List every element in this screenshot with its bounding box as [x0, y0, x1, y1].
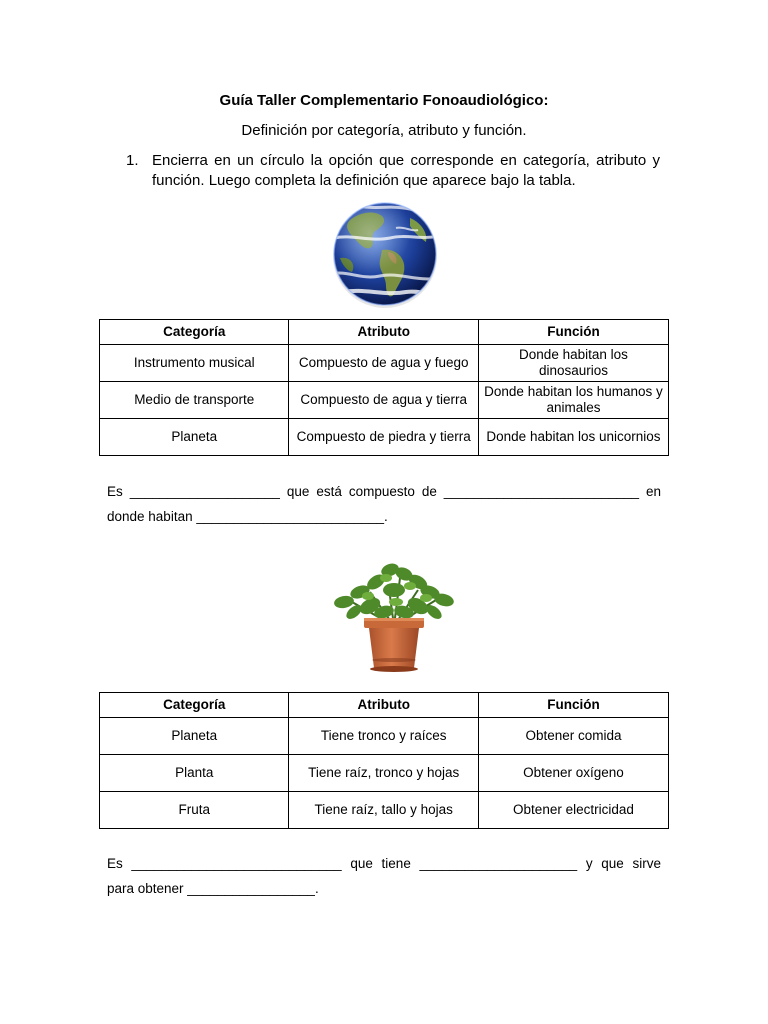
table-cell[interactable]: Donde habitan los dinosaurios: [478, 345, 668, 382]
table-cell[interactable]: Planta: [100, 755, 289, 792]
header-funcion: Función: [478, 320, 668, 345]
table-row: [100, 419, 669, 456]
table-cell[interactable]: Compuesto de piedra y tierra: [289, 419, 478, 456]
table-row: [100, 718, 669, 755]
table-cell[interactable]: Compuesto de agua y fuego: [289, 345, 478, 382]
earth-globe-image: [330, 198, 440, 310]
header-funcion: Función: [478, 693, 668, 718]
table-header-row: [100, 693, 669, 718]
header-categoria: Categoría: [100, 693, 289, 718]
fill-in-line[interactable]: para obtener _________________.: [107, 881, 319, 896]
table-row: [100, 345, 669, 382]
table-cell[interactable]: Fruta: [100, 792, 289, 829]
page-subtitle: Definición por categoría, atributo y función.: [241, 122, 527, 139]
fill-in-line[interactable]: donde habitan _________________________.: [107, 509, 388, 524]
header-atributo: Atributo: [289, 320, 478, 345]
table-row: [100, 755, 669, 792]
table-cell[interactable]: Obtener electricidad: [478, 792, 668, 829]
page-title: Guía Taller Complementario Fonoaudiológico:: [219, 92, 549, 109]
header-atributo: Atributo: [289, 693, 478, 718]
table-row: [100, 382, 669, 419]
fill-in-line[interactable]: Es ____________________ que está compuesto de __________________________ en: [107, 484, 661, 499]
table-cell[interactable]: Planeta: [100, 419, 289, 456]
instruction-text: Encierra en un círculo la opción que corresponde en categoría, atributo y función. Luego completa la definición que aparece bajo la tabla.: [152, 152, 660, 189]
table-header-row: [100, 320, 669, 345]
fill-in-sentence-earth[interactable]: [107, 479, 661, 529]
table-cell[interactable]: Medio de transporte: [100, 382, 289, 419]
potted-plant-image: [330, 556, 458, 674]
table-cell[interactable]: Compuesto de agua y tierra: [289, 382, 478, 419]
table-cell[interactable]: Donde habitan los humanos y animales: [478, 382, 668, 419]
instruction-number: 1.: [126, 152, 139, 169]
table-cell[interactable]: Planeta: [100, 718, 289, 755]
category-table-plant: [99, 692, 669, 829]
table-cell[interactable]: Tiene raíz, tronco y hojas: [289, 755, 478, 792]
instruction-item: [128, 151, 660, 191]
table-cell[interactable]: Donde habitan los unicornios: [478, 419, 668, 456]
category-table-earth: [99, 319, 669, 456]
table-cell[interactable]: Obtener comida: [478, 718, 668, 755]
table-cell[interactable]: Tiene tronco y raíces: [289, 718, 478, 755]
fill-in-sentence-plant[interactable]: [107, 851, 661, 901]
table-cell[interactable]: Tiene raíz, tallo y hojas: [289, 792, 478, 829]
fill-in-line[interactable]: Es ____________________________ que tiene _____________________ y que sirve: [107, 856, 661, 871]
table-cell[interactable]: Obtener oxígeno: [478, 755, 668, 792]
table-row: [100, 792, 669, 829]
header-categoria: Categoría: [100, 320, 289, 345]
table-cell[interactable]: Instrumento musical: [100, 345, 289, 382]
